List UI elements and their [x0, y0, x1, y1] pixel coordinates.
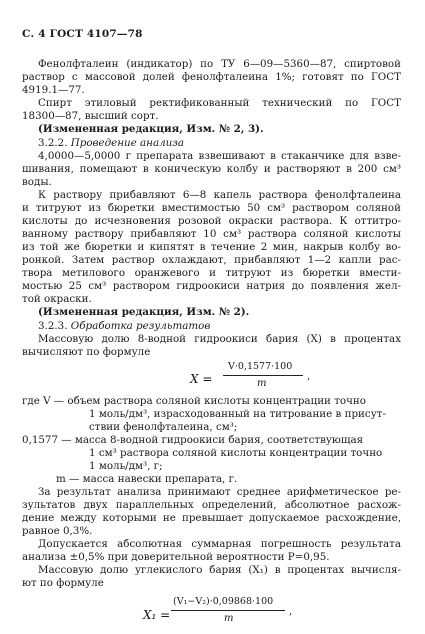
where-v-line-2: 1 моль/дм³, израсходованный на титрование в присут-	[89, 408, 386, 420]
formula-2-fraction-bar	[171, 610, 285, 611]
section-number: 3.2.2.	[38, 137, 68, 149]
where-const-line-3: 1 моль/дм³, г;	[89, 460, 163, 472]
formula-1-denominator: m	[257, 378, 267, 389]
titration-line-3: кислоты до исчезновения розовой окраски раствора. К оттитро-	[22, 215, 401, 227]
revision-note-1: (Измененная редакция, Изм. № 2, 3).	[38, 123, 264, 135]
formula-1-tail: ,	[307, 371, 311, 382]
intro-line-1: Фенолфталеин (индикатор) по ТУ 6—09—5360—87, спиртовой	[38, 58, 401, 70]
intro-line-2: раствор с массовой долей фенолфталеина 1%; готовят по ГОСТ	[22, 71, 401, 83]
carbonate-line-1: Массовую долю углекислого бария (X₁) в процентах вычисля-	[38, 564, 401, 576]
titration-line-9: той окраски.	[22, 293, 92, 305]
where-const-line-2: 1 см³ раствора соляной кислоты концентрации точно	[89, 447, 383, 459]
titration-line-7: твора метилового оранжевого и титруют из бюретки вмести-	[22, 267, 401, 279]
section-title: Обработка результатов	[70, 320, 211, 332]
where-const-line-1: 0,1577 — масса 8-водной гидроокиси бария, соответствующая	[22, 434, 364, 446]
formula-2-denominator: m	[224, 613, 234, 624]
section-number: 3.2.3.	[38, 320, 68, 332]
formula-2-tail: ,	[289, 606, 293, 617]
where-v-line-3: ствии фенолфталеина, см³;	[89, 421, 238, 433]
intro-line-5: 18300—87, высший сорт.	[22, 110, 159, 122]
result-line-2: зультатов двух параллельных определений, абсолютное расхож-	[22, 499, 401, 511]
titration-line-6: ронкой. Затем раствор охлаждают, прибавляют 1—2 капли рас-	[22, 254, 401, 266]
carbonate-line-2: ют по формуле	[22, 577, 104, 589]
section-3-2-2-heading	[38, 137, 184, 150]
intro-line-4: Спирт этиловый ректификованный технический по ГОСТ	[38, 97, 401, 109]
titration-line-4: ванному раствору прибавляют 10 см³ раствора соляной кислоты	[22, 228, 401, 240]
titration-line-5: из той же бюретки и кипятят в течение 2 мин, накрыв колбу во-	[22, 241, 401, 253]
procedure-line-3: воды.	[22, 176, 52, 188]
titration-line-2: и титруют из бюретки вместимостью 50 см³ раствором соляной	[22, 202, 401, 214]
formula-1-lhs: X =	[190, 372, 213, 386]
result-line-3: дение между которыми не превышает допускаемое расхождение,	[22, 512, 401, 524]
intro-line-3: 4919.1—77.	[22, 84, 85, 96]
section-title: Проведение анализа	[70, 137, 185, 149]
formula-2-numerator: (V₁−V₂)·0,09868·100	[173, 596, 274, 607]
result-line-1: За результат анализа принимают среднее арифметическое ре-	[38, 486, 401, 498]
error-line-1: Допускается абсолютная суммарная погрешность результата	[38, 538, 401, 550]
procedure-line-1: 4,0000—5,0000 г препарата взвешивают в стаканчике для взве-	[38, 150, 401, 162]
where-v-line-1: где V — объем раствора соляной кислоты концентрации точно	[22, 395, 366, 407]
procedure-line-2: шивания, помещают в коническую колбу и растворяют в 200 см³	[22, 163, 401, 175]
revision-note-2: (Измененная редакция, Изм. № 2).	[38, 306, 250, 318]
where-m-line: m — масса навески препарата, г.	[56, 473, 238, 485]
calc-intro-line-1: Массовую долю 8-водной гидроокиси бария (X) в процентах	[38, 333, 401, 345]
result-line-4: равное 0,3%.	[22, 525, 93, 537]
page-header: С. 4 ГОСТ 4107—78	[22, 28, 143, 40]
section-3-2-3-heading	[38, 320, 210, 333]
formula-1-numerator: V·0,1577·100	[228, 361, 293, 372]
calc-intro-line-2: вычисляют по формуле	[22, 346, 151, 358]
titration-line-8: мостью 25 см³ раствором гидроокиси натрия до появления жел-	[22, 280, 401, 292]
formula-1-fraction-bar	[223, 375, 303, 376]
error-line-2: анализа ±0,5% при доверительной вероятности P=0,95.	[22, 551, 330, 563]
titration-line-1: К раствору прибавляют 6—8 капель раствора фенолфталеина	[38, 189, 401, 201]
formula-2-lhs: X₁ =	[143, 608, 171, 622]
